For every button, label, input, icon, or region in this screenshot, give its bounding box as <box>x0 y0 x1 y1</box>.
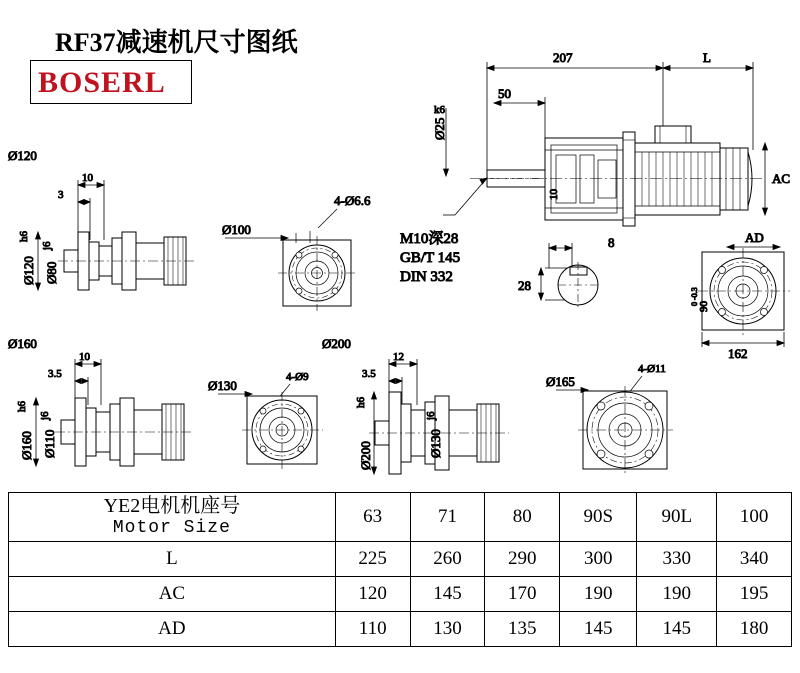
header-motor-size-en: Motor Size <box>112 518 231 538</box>
dim-dia-120: Ø120 <box>21 256 36 285</box>
cell-AC-71: 145 <box>410 576 485 611</box>
dim-shaft-tol: k6 <box>434 104 445 116</box>
thread-note-1: M10深28 <box>400 231 459 247</box>
cell-L-100: 340 <box>717 541 792 576</box>
dim-holes-66: 4-Ø6.6 <box>334 193 371 208</box>
dim-AD: AD <box>745 230 764 245</box>
dim-dia-160: Ø160 <box>19 431 34 460</box>
cell-L-71: 260 <box>410 541 485 576</box>
cell-L-90l: 330 <box>637 541 717 576</box>
dim-110-tol: j6 <box>39 411 51 420</box>
dim-bolt-circle-130: Ø130 <box>208 378 237 393</box>
page-title: RF37减速机尺寸图纸 <box>55 28 298 57</box>
dim-90-angle: 90 <box>698 301 710 312</box>
col-head-90l: 90L <box>637 493 717 542</box>
dim-120-10: 10 <box>82 172 93 184</box>
dim-50: 50 <box>498 86 511 101</box>
dim-8: 8 <box>608 235 615 250</box>
dim-shaft-dia: Ø25 <box>432 117 447 140</box>
col-head-71: 71 <box>410 493 485 542</box>
dim-160-10: 10 <box>79 351 90 363</box>
logo-text: BOSERL <box>38 66 166 99</box>
table-row <box>9 541 792 576</box>
cell-AC-90s: 190 <box>560 576 637 611</box>
thread-note-3: DIN 332 <box>400 269 453 285</box>
dim-90-tol: 0 -0.3 <box>690 287 699 306</box>
dim-160-3-5: 3.5 <box>48 368 62 380</box>
dim-outer-160: Ø160 <box>8 336 37 351</box>
dim-120-h6: h6 <box>18 231 30 242</box>
cell-AD-90s: 145 <box>560 611 637 646</box>
dim-bolt-circle-165: Ø165 <box>546 374 575 389</box>
cell-L-80: 290 <box>485 541 560 576</box>
header-motor-size-cn: YE2电机机座号 <box>103 495 241 517</box>
dim-L: L <box>703 50 711 65</box>
dim-outer-120: Ø120 <box>8 148 37 163</box>
dim-dia-80: Ø80 <box>44 261 59 284</box>
cell-AC-63: 120 <box>335 576 410 611</box>
col-head-90s: 90S <box>560 493 637 542</box>
cell-AD-90l: 145 <box>637 611 717 646</box>
row-label-AD: AD <box>9 611 336 646</box>
cell-AC-100: 195 <box>717 576 792 611</box>
thread-note-2: GB/T 145 <box>400 250 461 266</box>
header-motor-size <box>9 493 336 542</box>
table-header-row <box>9 493 792 542</box>
dim-160-h6: h6 <box>16 401 28 412</box>
dim-120-3: 3 <box>58 189 64 201</box>
cell-AC-90l: 190 <box>637 576 717 611</box>
table-row <box>9 576 792 611</box>
dim-80-tol: j6 <box>41 241 53 250</box>
dim-28: 28 <box>518 278 531 293</box>
cell-L-90s: 300 <box>560 541 637 576</box>
dim-AC: AC <box>772 171 791 186</box>
col-head-63: 63 <box>335 493 410 542</box>
cell-AD-100: 180 <box>717 611 792 646</box>
row-label-AC: AC <box>9 576 336 611</box>
dim-162: 162 <box>728 346 748 361</box>
dim-dia-130-lg: Ø130 <box>428 429 443 458</box>
dim-200-12: 12 <box>393 351 404 363</box>
dim-holes-9: 4-Ø9 <box>286 371 309 383</box>
table-row <box>9 611 792 646</box>
cell-AD-63: 110 <box>335 611 410 646</box>
cell-AD-71: 130 <box>410 611 485 646</box>
dim-200-3-5: 3.5 <box>362 368 376 380</box>
row-label-L: L <box>9 541 336 576</box>
col-head-100: 100 <box>717 493 792 542</box>
dim-dia-200: Ø200 <box>358 441 373 470</box>
dim-200-h6: h6 <box>355 397 367 408</box>
dim-130-tol: j6 <box>425 411 437 420</box>
dim-holes-11: 4-Ø11 <box>638 363 666 375</box>
dim-10-housing: 10 <box>548 189 560 200</box>
cell-AC-80: 170 <box>485 576 560 611</box>
dim-207: 207 <box>553 50 573 65</box>
dim-bolt-circle-100: Ø100 <box>222 222 251 237</box>
dim-dia-110: Ø110 <box>42 429 57 458</box>
spec-table <box>8 492 792 647</box>
col-head-80: 80 <box>485 493 560 542</box>
cell-AD-80: 135 <box>485 611 560 646</box>
cell-L-63: 225 <box>335 541 410 576</box>
dim-outer-200: Ø200 <box>322 336 351 351</box>
